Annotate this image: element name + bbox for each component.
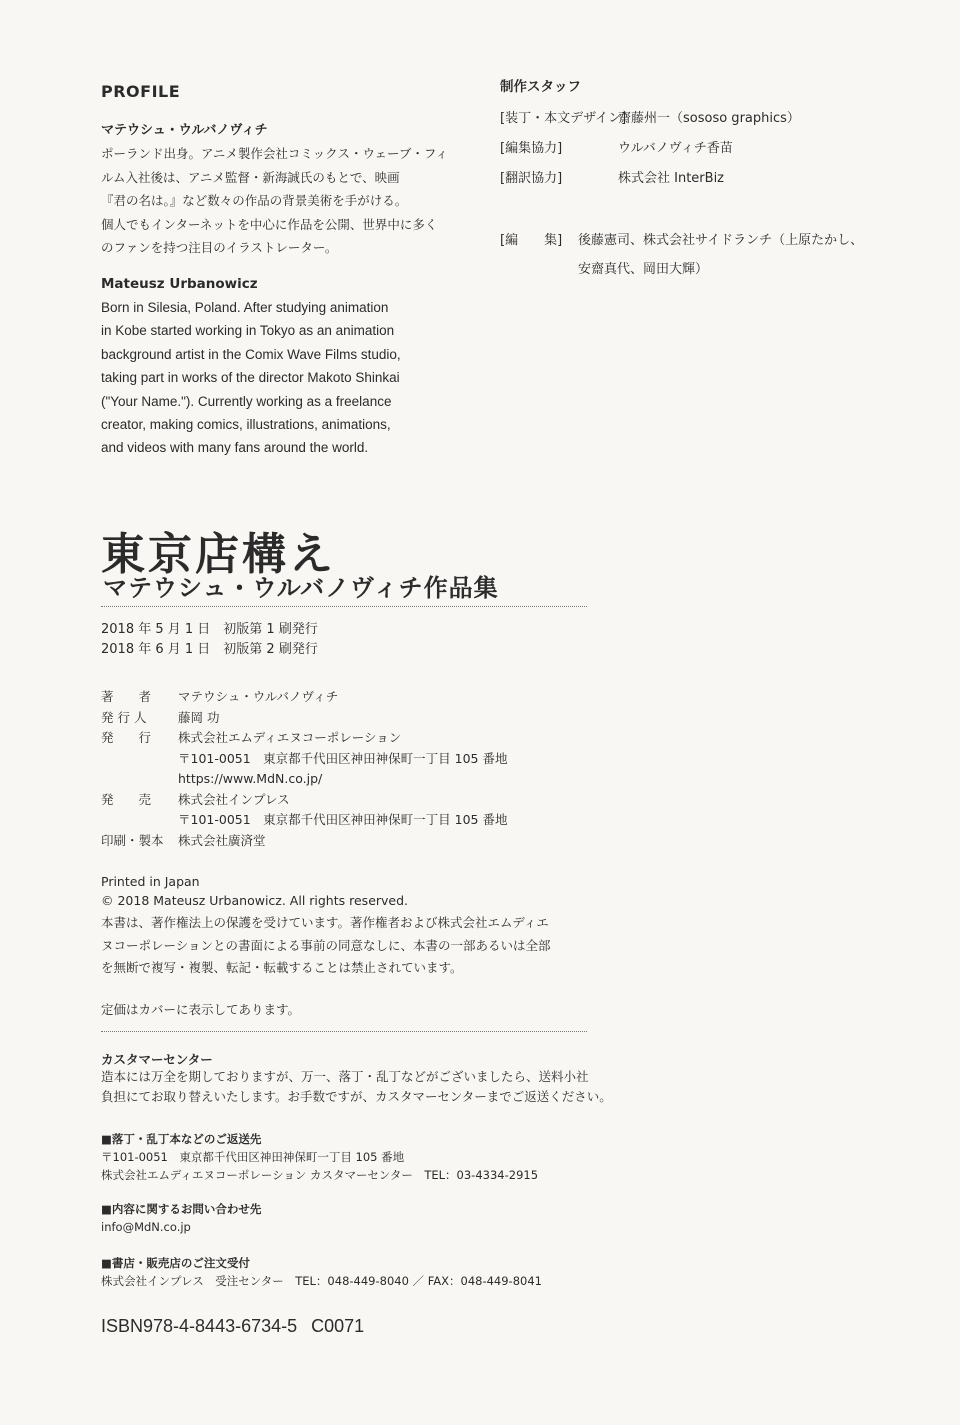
credit-label: 発 行 [101, 730, 152, 745]
editors-role: [編 集] [500, 233, 563, 248]
author-name-english: Mateusz Urbanowicz [101, 276, 258, 292]
notice-line: ヌコーポレーションとの書面による事前の同意なしに、本書の一部あるいは全部 [101, 937, 551, 953]
staff-row [500, 168, 800, 198]
bio-line: ルム入社後は、アニメ監督・新海誠氏のもとで、映画 [101, 169, 400, 185]
edition-history [101, 620, 318, 660]
isbn-classification: C0071 [311, 1316, 365, 1336]
book-subtitle: マテウシュ・ウルバノヴィチ作品集 [103, 574, 499, 602]
credit-value: 藤岡 功 [178, 709, 220, 725]
customer-line: 負担にてお取り替えいたします。お手数ですが、カスタマーセンターまでご返送ください。 [101, 1089, 612, 1104]
credit-label: 発 売 [101, 791, 152, 807]
inquiry-heading: ■内容に関するお問い合わせ先 [101, 1202, 262, 1216]
staff-heading: 制作スタッフ [500, 79, 581, 95]
staff-role: [編集協力] [500, 141, 563, 156]
editors-block [500, 226, 863, 284]
notice-line: 本書は、著作権法上の保護を受けています。著作権者および株式会社エムディエ [101, 915, 549, 930]
price-note: 定価はカバーに表示してあります。 [101, 1002, 301, 1017]
staff-role: [翻訳協力] [500, 171, 563, 186]
bio-line: ("Your Name."). Currently working as a freelance [101, 393, 392, 409]
author-bio-english [101, 296, 461, 460]
bio-line: 『君の名は。』など数々の作品の背景美術を手がける。 [101, 193, 408, 208]
profile-heading: PROFILE [101, 82, 181, 101]
inquiry-email: info@MdN.co.jp [101, 1220, 191, 1234]
credit-row-seller [101, 790, 508, 811]
credit-row-publisher-address [101, 749, 508, 770]
bio-line: ポーランド出身。アニメ製作会社コミックス・ウェーブ・フィ [101, 146, 448, 161]
credit-value: 株式会社エムディエヌコーポレーション [178, 730, 402, 745]
divider [101, 1031, 587, 1032]
credit-row-publisher-person [101, 708, 508, 729]
edition-line: 2018 年 5 月 1 日 初版第 1 刷発行 [101, 622, 318, 637]
credit-row-publisher-url [101, 769, 508, 790]
edition-line: 2018 年 6 月 1 日 初版第 2 刷発行 [101, 642, 318, 657]
isbn-code: ISBN978-4-8443-6734-5 [101, 1316, 298, 1336]
inquiry-block [101, 1200, 261, 1236]
orders-line: 株式会社インプレス 受注センター TEL：048-449-8040 ／ FAX：048-449-8041 [101, 1274, 542, 1288]
credit-label: 印刷・製本 [101, 832, 164, 848]
credit-row-seller-address [101, 810, 508, 831]
editors-line: 後藤憲司、株式会社サイドランチ（上原たかし、 [578, 233, 864, 248]
copyright: © 2018 Mateusz Urbanowicz. All rights reserved. [101, 892, 409, 908]
returns-heading: ■落丁・乱丁本などのご返送先 [101, 1132, 262, 1146]
notice-line: を無断で複写・複製、転記・転載することは禁止されています。 [101, 960, 463, 975]
returns-line: 〒101-0051 東京都千代田区神田神保町一丁目 105 番地 [101, 1150, 405, 1164]
copyright-notice [101, 912, 591, 980]
returns-line: 株式会社エムディエヌコーポレーション カスタマーセンター TEL：03-4334-2915 [101, 1168, 539, 1182]
staff-name: 齋藤州一（sososo graphics） [618, 111, 800, 126]
staff-row [500, 138, 800, 168]
bio-line: background artist in the Comix Wave Films studio, [101, 346, 401, 362]
returns-block [101, 1130, 538, 1184]
book-title: 東京店構え [101, 529, 336, 580]
customer-line: 造本には万全を期しておりますが、万一、落丁・乱丁などがございましたら、送料小社 [101, 1069, 589, 1084]
credit-row-publisher [101, 728, 508, 749]
divider [101, 606, 587, 607]
publication-credits [101, 687, 508, 851]
bio-line: creator, making comics, illustrations, animations, [101, 417, 391, 433]
printed-in: Printed in Japan [101, 874, 200, 889]
staff-row [500, 108, 800, 138]
credit-value: 株式会社インプレス [178, 791, 290, 807]
bio-line: in Kobe started working in Tokyo as an animation [101, 323, 395, 339]
staff-list [500, 108, 800, 198]
orders-heading: ■書店・販売店のご注文受付 [101, 1256, 250, 1270]
editors-line: 安齋真代、岡田大輝） [578, 262, 709, 277]
credit-row-printer [101, 831, 508, 852]
customer-center-heading: カスタマーセンター [101, 1052, 213, 1067]
credit-value: 〒101-0051 東京都千代田区神田神保町一丁目 105 番地 [178, 750, 508, 766]
bio-line: 個人でもインターネットを中心に作品を公開、世界中に多く [101, 216, 438, 232]
credit-value: マテウシュ・ウルバノヴィチ [178, 689, 339, 704]
bio-line: and videos with many fans around the world. [101, 440, 369, 456]
publisher-url: https://www.MdN.co.jp/ [178, 771, 323, 786]
credit-label: 著 者 [101, 689, 152, 704]
customer-center-body [101, 1067, 612, 1107]
author-bio-japanese [101, 142, 461, 260]
rights-block [101, 873, 408, 910]
staff-name: ウルバノヴィチ香苗 [618, 141, 733, 156]
staff-name: 株式会社 InterBiz [618, 171, 724, 186]
credit-label: 発 行 人 [101, 709, 147, 725]
bio-line: Born in Silesia, Poland. After studying animation [101, 300, 389, 315]
orders-block [101, 1254, 542, 1290]
credit-value: 〒101-0051 東京都千代田区神田神保町一丁目 105 番地 [178, 812, 508, 827]
credit-row-author [101, 687, 508, 708]
bio-line: taking part in works of the director Makoto Shinkai [101, 370, 400, 386]
credit-value: 株式会社廣済堂 [178, 832, 266, 848]
staff-role: [装丁・本文デザイン] [500, 111, 627, 126]
isbn-line [101, 1316, 378, 1337]
author-name-japanese: マテウシュ・ウルバノヴィチ [101, 123, 268, 138]
bio-line: のファンを持つ注目のイラストレーター。 [101, 240, 338, 255]
